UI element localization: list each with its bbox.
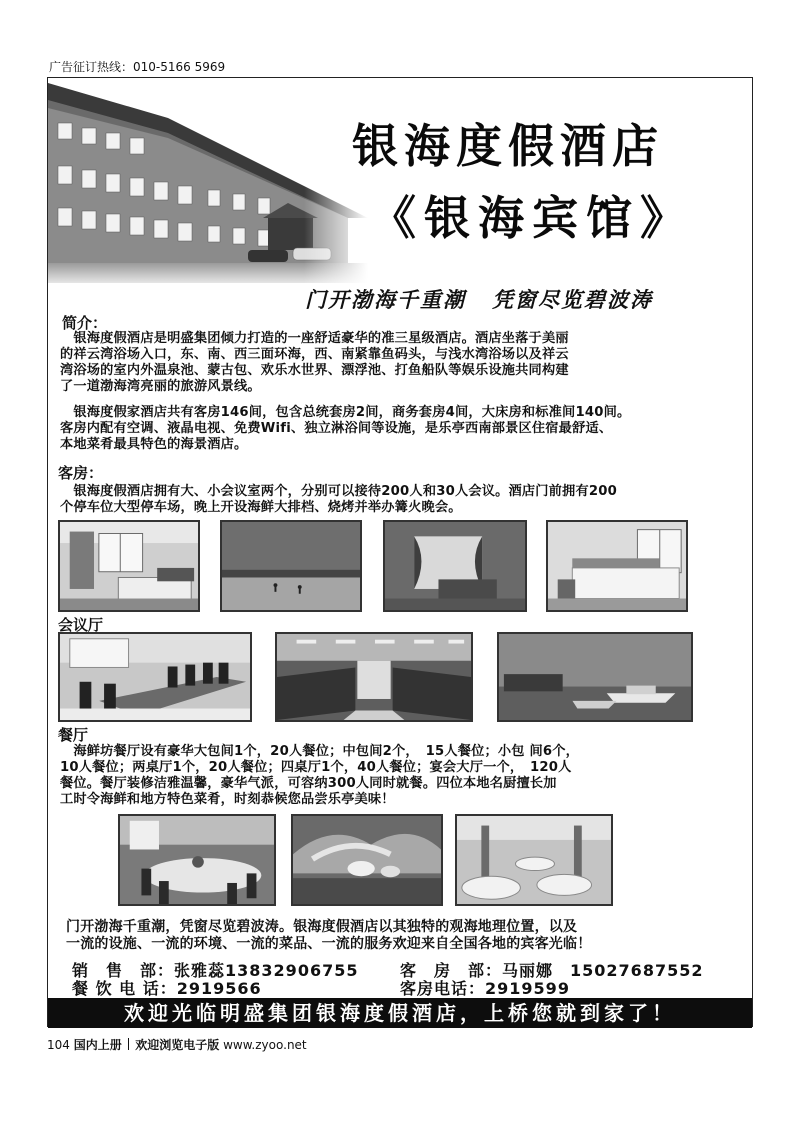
restaurant-heading: 餐厅: [58, 726, 89, 744]
meeting-hall-heading: 会议厅: [58, 616, 104, 634]
closing-paragraph: [66, 919, 591, 953]
slogan-part-1: 门开渤海千重潮: [305, 288, 466, 312]
promo-text: 欢迎浏览电子版: [135, 1038, 220, 1052]
text-line: 门开渤海千重潮，凭窗尽览碧波涛。银海度假酒店以其独特的观海地理位置，以及: [66, 919, 578, 935]
water-park-photo: [291, 814, 443, 906]
rooms-value: 马丽娜 15027687552: [502, 961, 704, 980]
intro-paragraph-1: [60, 331, 569, 395]
beach-photo: [220, 520, 362, 612]
text-line: 客房内配有空调、液晶电视、免费Wifi、独立淋浴间等设施，是乐亭西南部景区住宿最舒适、: [60, 421, 613, 436]
room-phone-value: 2919599: [485, 979, 570, 998]
room-phone-label: 客房电话：: [400, 979, 486, 998]
ad-hotline: 广告征订热线：010-5166 5969: [49, 60, 226, 74]
page-number: 104: [47, 1038, 70, 1052]
dining-phone: [72, 976, 262, 999]
intro-paragraph-2: [60, 405, 630, 453]
text-line: 一流的设施、一流的环境、一流的菜品、一流的服务欢迎来自全国各地的宾客光临！: [66, 936, 592, 952]
rooms-paragraph: [60, 484, 617, 516]
text-line: 银海度假酒店是明盛集团倾力打造的一座舒适豪华的准三星级酒店。酒店坐落于美丽: [60, 331, 569, 346]
text-line: 个停车位大型停车场，晚上开设海鲜大排档、烧烤并举办篝火晚会。: [60, 500, 462, 515]
rooms-label: 客 房 部：: [400, 961, 503, 980]
small-meeting-room-photo: [58, 632, 252, 722]
hotel-alt-name-title: 《银海宾馆》: [370, 191, 694, 245]
slogan-part-2: 凭窗尽览碧波涛: [492, 288, 653, 312]
page-footer: [47, 1036, 307, 1053]
intro-heading: 简介：: [62, 314, 108, 332]
banquet-hall-photo: [455, 814, 613, 906]
text-line: 工时令海鲜和地方特色菜肴，时刻恭候您品尝乐亭美味！: [60, 792, 395, 807]
dining-value: 2919566: [176, 979, 262, 998]
text-line: 湾浴场的室内外温泉池、蒙古包、欢乐水世界、漂浮池、打鱼船队等娱乐设施共同构建: [60, 363, 569, 378]
restaurant-paragraph: [60, 744, 579, 808]
private-dining-room-photo: [118, 814, 276, 906]
sales-value: 张雅蕊13832906755: [174, 961, 359, 980]
text-line: 的祥云湾浴场入口，东、南、西三面环海，西、南紧靠鱼码头，与浅水湾浴场以及祥云: [60, 347, 569, 362]
text-line: 10人餐位；两桌厅1个，20人餐位；四桌厅1个，40人餐位；宴会大厅一个， 120人: [60, 760, 572, 775]
text-line: 餐位。餐厅装修洁雅温馨，豪华气派，可容纳300人同时就餐。四位本地名厨擅长加: [60, 776, 557, 791]
guest-room-photo-1: [58, 520, 200, 612]
website-link[interactable]: www.zyoo.net: [223, 1038, 307, 1052]
hotel-name-title: 银海度假酒店: [352, 119, 664, 173]
room-phone: [400, 976, 570, 999]
welcome-banner: 欢迎光临明盛集团银海度假酒店，上桥您就到家了！: [48, 998, 752, 1028]
dining-label: 餐 饮 电 话：: [72, 979, 177, 998]
divider: [128, 1038, 130, 1050]
text-line: 了一道渤海湾亮丽的旅游风景线。: [60, 379, 261, 394]
guest-room-photo-2: [546, 520, 688, 612]
suite-room-photo: [383, 520, 527, 612]
section-name: 国内上册: [73, 1038, 122, 1052]
large-meeting-hall-photo: [275, 632, 473, 722]
sales-label: 销 售 部：: [72, 961, 175, 980]
text-line: 银海度假酒店拥有大、小会议室两个，分别可以接待200人和30人会议。酒店门前拥有200: [60, 484, 617, 499]
rooms-heading: 客房：: [58, 464, 104, 482]
text-line: 本地菜肴最具特色的海景酒店。: [60, 437, 248, 452]
text-line: 银海度假家酒店共有客房146间，包含总统套房2间，商务套房4间，大床房和标准间140间。: [60, 405, 631, 420]
harbor-boats-photo: [497, 632, 693, 722]
hero-slogan: [305, 284, 653, 314]
text-line: 海鲜坊餐厅设有豪华大包间1个，20人餐位；中包间2个， 15人餐位；小包 间6个，: [60, 744, 579, 759]
hotel-building-photo: [48, 78, 368, 283]
